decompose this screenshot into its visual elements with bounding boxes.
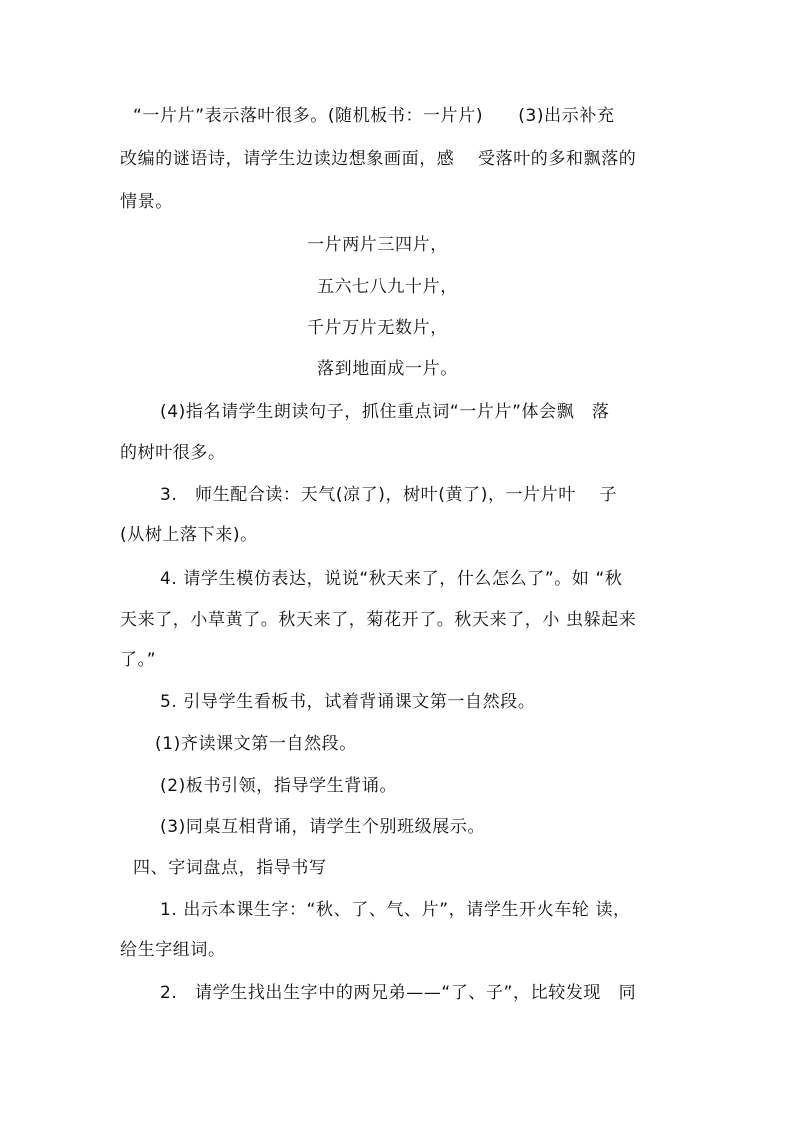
para-line-4: (4)指名请学生朗读句子，抓住重点词“一片片”体会飘 落 [160, 402, 610, 422]
para-line-11: 5. 引导学生看板书，试着背诵课文第一自然段。 [160, 692, 536, 712]
para-line-2: 改编的谜语诗，请学生边读边想象画面，感 受落叶的多和飘落的 [120, 149, 637, 169]
para-line-6: 3. 师生配合读：天气(凉了)，树叶(黄了)，一片片叶 子 [160, 485, 618, 505]
poem-line-4: 落到地面成一片。 [317, 359, 458, 379]
para-line-9: 天来了，小草黄了。秋天来了，菊花开了。秋天来了，小 虫躲起来 [120, 610, 637, 630]
para-line-5: 的树叶很多。 [120, 443, 226, 463]
poem-line-3: 千片万片无数片， [307, 318, 448, 338]
section-heading: 四、字词盘点，指导书写 [133, 858, 327, 878]
para-line-13: (2)板书引领，指导学生背诵。 [160, 776, 398, 796]
poem-line-1: 一片两片三四片， [307, 235, 448, 255]
para-line-16: 给生字组词。 [120, 940, 226, 960]
para-line-17: 2. 请学生找出生字中的两兄弟——“了、子”，比较发现 同 [160, 983, 637, 1003]
poem-line-2: 五六七八九十片， [317, 277, 458, 297]
para-line-12: (1)齐读课文第一自然段。 [155, 734, 357, 754]
para-line-7: (从树上落下来)。 [120, 525, 258, 545]
para-line-3: 情景。 [120, 192, 173, 212]
para-line-15: 1. 出示本课生字：“秋、了、气、片”，请学生开火车轮 读， [160, 900, 631, 920]
para-line-8: 4. 请学生模仿表达，说说“秋天来了，什么怎么了”。如 “秋 [160, 569, 623, 589]
para-line-14: (3)同桌互相背诵，请学生个别班级展示。 [160, 817, 486, 837]
para-line-1: “一片片”表示落叶很多。(随机板书：一片片) (3)出示补充 [133, 106, 615, 126]
para-line-10: 了。” [120, 650, 157, 670]
